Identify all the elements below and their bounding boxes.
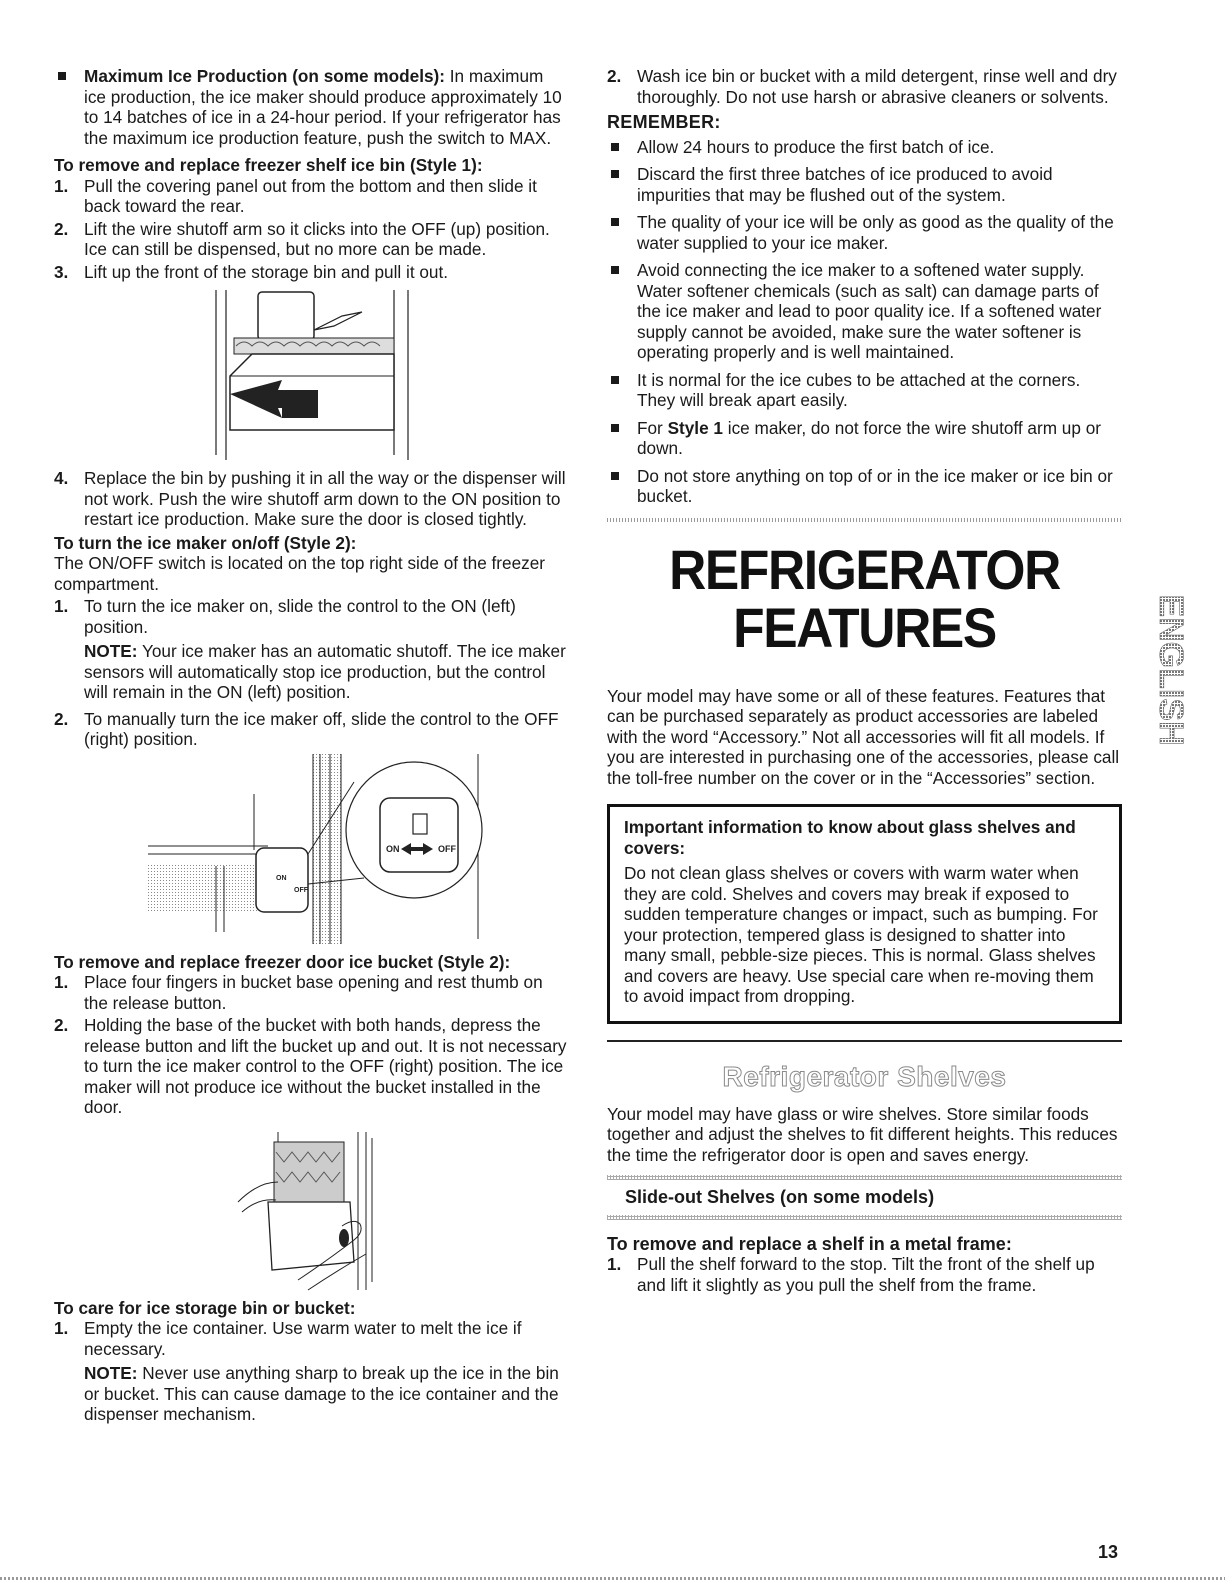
bucket-step-1 bbox=[54, 972, 569, 1013]
remember-item: Discard the first three batches of ice produced to avoid impurities that may be flushed out of the system. bbox=[607, 164, 1122, 205]
step-text: Place four fingers in bucket base opening and rest thumb on the release button. bbox=[84, 972, 543, 1013]
onoff-switch-illustration bbox=[148, 754, 569, 944]
step-text: To turn the ice maker on, slide the control to the ON (left) position. bbox=[84, 596, 516, 637]
switch-on-label-small: ON bbox=[276, 874, 287, 882]
step-text: Lift up the front of the storage bin and pull it out. bbox=[84, 261, 449, 282]
shelves-section-title: Refrigerator Shelves bbox=[722, 1060, 1007, 1092]
onoff-heading: To turn the ice maker on/off (Style 2): bbox=[54, 532, 357, 553]
care-heading: To care for ice storage bin or bucket: bbox=[54, 1297, 356, 1318]
step-number: 2. bbox=[54, 708, 69, 729]
bucket-drawing bbox=[238, 1132, 378, 1290]
bin-style1-heading: To remove and replace freezer shelf ice bin (Style 1): bbox=[54, 155, 483, 175]
page-title-line1: REFRIGERATOR bbox=[669, 537, 1060, 601]
bin-step-3 bbox=[54, 262, 569, 283]
step-text: Pull the shelf forward to the stop. Tilt the front of the shelf up and lift it slightly as you pull the shelf from the frame. bbox=[637, 1254, 1095, 1295]
step-number: 2. bbox=[54, 218, 69, 239]
step-text: Holding the base of the bucket with both hands, depress the release button and lift the bucket up and out. It is not necessary to turn the ice maker control to the OFF (right) position. The ice maker will not produce ice without the bucket installed in the door. bbox=[84, 1015, 567, 1117]
switch-on-label: ON bbox=[386, 843, 400, 854]
bin-step-4 bbox=[54, 468, 569, 530]
features-intro: Your model may have some or all of these features. Features that can be purchased separately as product accessories are labeled with the word “Accessory.” Not all accessories will fit all models. If you are interested in purchasing one of the accessories, please call the toll-free number on the cover or in the “Accessories” section. bbox=[607, 685, 1120, 788]
remember-heading: REMEMBER: bbox=[607, 112, 721, 132]
step-number: 4. bbox=[54, 468, 69, 488]
language-side-tab bbox=[1152, 590, 1191, 750]
right-column bbox=[607, 66, 1122, 1297]
section-rule bbox=[607, 1040, 1122, 1042]
switch-off-label: OFF bbox=[438, 843, 456, 854]
remember-item: Avoid connecting the ice maker to a softened water supply. Water softener chemicals (such as salt) can damage parts of the ice maker and lead to poor quality ice. If a softened water supply cannot be avoided, make sure the water softener is operating properly and is well maintained. bbox=[607, 260, 1122, 363]
warning-box-title: Important information to know about glass shelves and covers: bbox=[624, 817, 1076, 858]
glass-shelves-warning-box bbox=[607, 804, 1122, 1024]
max-ice-bullet bbox=[54, 66, 569, 148]
step-number: 1. bbox=[607, 1254, 622, 1274]
max-ice-text: In maximum ice production, the ice maker should produce approximately 10 to 14 batches of ice in a 24-hour period. If your refrigerator has the maximum ice production feature, push the switch to MAX. bbox=[84, 66, 562, 148]
slideout-shelves-label: Slide-out Shelves (on some models) bbox=[625, 1187, 935, 1207]
switch-off-label-small: OFF bbox=[294, 886, 308, 894]
note-label: NOTE: bbox=[84, 641, 138, 661]
side-tab-text: ENGLISH bbox=[1152, 594, 1191, 746]
side-tab-graphic bbox=[1152, 590, 1191, 750]
step-text: To manually turn the ice maker off, slide the control to the OFF (right) position. bbox=[84, 708, 559, 749]
step-number: 1. bbox=[54, 1318, 69, 1338]
ice-bucket-illustration bbox=[238, 1132, 569, 1290]
onoff-step-2 bbox=[54, 709, 569, 750]
step-text: Empty the ice container. Use warm water to melt the ice if necessary. bbox=[84, 1318, 522, 1359]
remember-item-last: Do not store anything on top of or in the ice maker or ice bin or bucket. bbox=[607, 466, 1122, 507]
step-text: Replace the bin by pushing it in all the way or the dispenser will not work. Push the wire shutoff arm down to the ON position to restart ice production. Make sure the door is closed tightly. bbox=[84, 468, 566, 529]
max-ice-title: Maximum Ice Production (on some models): bbox=[84, 66, 445, 86]
warning-box-text: Do not clean glass shelves or covers with warm water when they are cold. Shelves and covers may break if exposed to sudden temperature changes or impact, such as bumping. For your protection, tempered glass is designed to shatter into many small, pebble-size pieces. This is normal. Glass shelves and covers are heavy. Use special care when re-moving them to avoid impact from dropping. bbox=[624, 863, 1098, 1006]
step-number: 1. bbox=[54, 596, 69, 616]
page-number: 13 bbox=[1098, 1542, 1119, 1562]
style1-bold: Style 1 bbox=[667, 417, 723, 438]
metal-frame-heading: To remove and replace a shelf in a metal frame: bbox=[607, 1233, 1012, 1254]
step-number: 2. bbox=[54, 1015, 69, 1035]
onoff-note bbox=[84, 641, 569, 703]
metal-frame-step-1 bbox=[607, 1254, 1122, 1295]
care-step-1 bbox=[54, 1318, 569, 1425]
ice-bin-drawing bbox=[212, 290, 412, 460]
note-text: Never use anything sharp to break up the ice in the bin or bucket. This can cause damage to the ice container and the dispenser mechanism. bbox=[84, 1363, 559, 1424]
step-text: Pull the covering panel out from the bottom and then slide it back toward the rear. bbox=[84, 175, 537, 216]
remember-item: The quality of your ice will be only as good as the quality of the water supplied to your ice maker. bbox=[607, 212, 1122, 253]
onoff-step-1 bbox=[54, 596, 569, 703]
note-label: NOTE: bbox=[84, 1363, 138, 1383]
remember-item: It is normal for the ice cubes to be attached at the corners. They will break apart easily. bbox=[607, 370, 1122, 411]
onoff-intro: The ON/OFF switch is located on the top right side of the freezer compartment. bbox=[54, 553, 546, 594]
care-note bbox=[84, 1363, 569, 1425]
remember-item-style1 bbox=[607, 418, 1122, 459]
ice-bin-illustration bbox=[212, 290, 569, 460]
bucket-step-2 bbox=[54, 1015, 569, 1118]
step-number: 1. bbox=[54, 972, 69, 992]
step-number: 1. bbox=[54, 175, 69, 196]
shelves-intro: Your model may have glass or wire shelves. Store similar foods together and adjust the shelves to fit different heights. This reduces the time the refrigerator door is open and saves energy. bbox=[607, 1103, 1118, 1165]
left-column bbox=[54, 66, 569, 1427]
page-title-line2: FEATURES bbox=[733, 595, 996, 659]
step-text: Wash ice bin or bucket with a mild detergent, rinse well and dry thoroughly. Do not use harsh or abrasive cleaners or solvents. bbox=[637, 66, 1117, 107]
care-step-2 bbox=[607, 66, 1122, 107]
bin-step-1 bbox=[54, 176, 569, 217]
step-number: 2. bbox=[607, 66, 622, 86]
step-number: 3. bbox=[54, 261, 69, 282]
bucket-heading: To remove and replace freezer door ice bucket (Style 2): bbox=[54, 951, 511, 972]
bin-step-2 bbox=[54, 219, 569, 260]
remember-item: Allow 24 hours to produce the first batch of ice. bbox=[607, 137, 1122, 158]
bottom-border bbox=[0, 1577, 1225, 1580]
style1-pre: For bbox=[637, 417, 663, 438]
slideout-shelves-band bbox=[607, 1175, 1122, 1220]
section-divider bbox=[607, 518, 1122, 522]
step-text: Lift the wire shutoff arm so it clicks into the OFF (up) position. Ice can still be dispensed, but no more can be made. bbox=[84, 218, 550, 259]
switch-drawing bbox=[148, 754, 488, 944]
band-bottom-texture bbox=[607, 1215, 1122, 1220]
style1-post: ice maker, do not force the wire shutoff arm up or down. bbox=[637, 417, 1101, 458]
note-text: Your ice maker has an automatic shutoff. The ice maker sensors will automatically stop ice production, but the control will remain in the ON (left) position. bbox=[84, 641, 566, 702]
